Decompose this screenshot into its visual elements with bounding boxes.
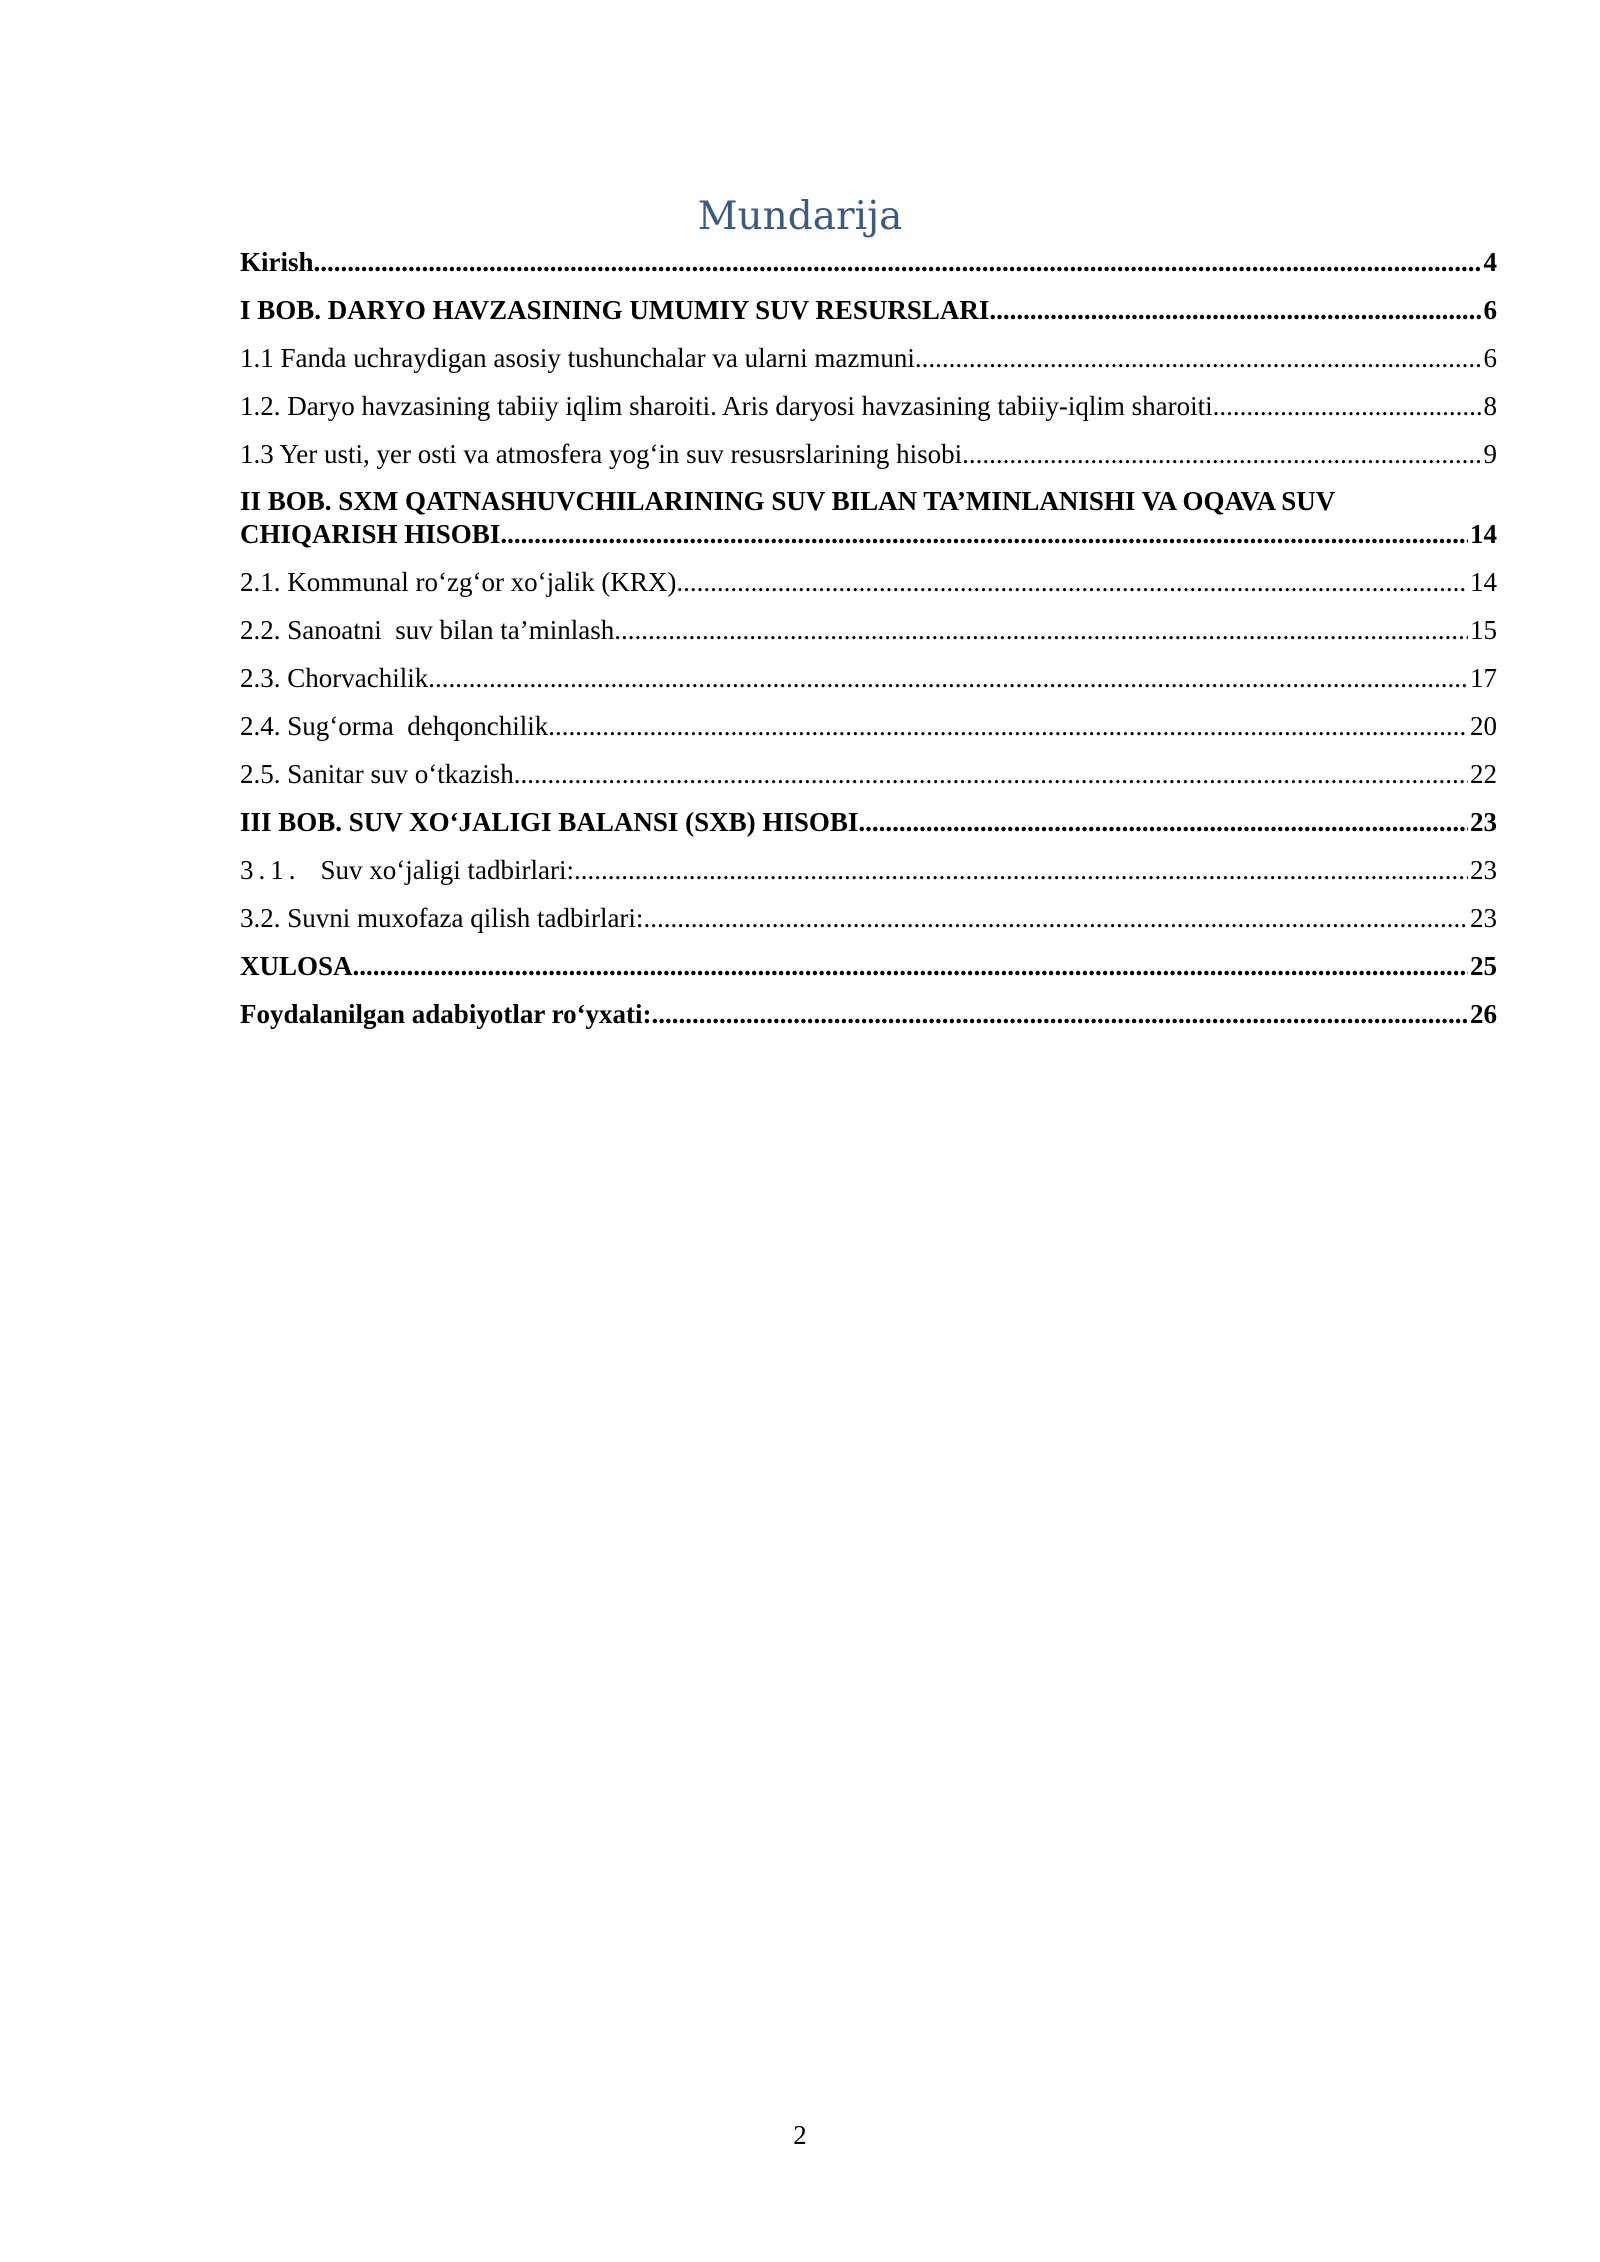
toc-dot-leader — [514, 757, 1468, 791]
toc-entry-label: 2.2. Sanoatni suv bilan ta’minlash — [240, 615, 615, 645]
toc-entry-section-2-2[interactable] — [240, 613, 1497, 647]
table-of-contents — [240, 245, 1497, 1045]
toc-entry-label: 2.5. Sanitar suv o‘tkazish — [240, 759, 514, 789]
toc-entry-section-3-2[interactable] — [240, 901, 1497, 935]
toc-entry-page: 15 — [1470, 615, 1497, 645]
toc-entry-page: 22 — [1470, 759, 1497, 789]
toc-dot-leader — [574, 853, 1468, 887]
toc-entry-label: 2.3. Chorvachilik — [240, 663, 429, 693]
toc-entry-chapter-3[interactable] — [240, 805, 1497, 839]
toc-dot-leader — [500, 517, 1468, 551]
toc-entry-section-1-2[interactable] — [240, 389, 1497, 423]
toc-entry-chapter-1[interactable] — [240, 293, 1497, 327]
toc-entry-page: 20 — [1470, 711, 1497, 741]
toc-entry-page: 23 — [1470, 903, 1497, 933]
toc-dot-leader — [1213, 389, 1482, 423]
toc-entry-page: 14 — [1470, 567, 1497, 597]
toc-entry-section-1-1[interactable] — [240, 341, 1497, 375]
toc-dot-leader — [548, 709, 1468, 743]
toc-entry-label: XULOSA — [240, 951, 353, 981]
toc-entry-section-2-3[interactable] — [240, 661, 1497, 695]
toc-dot-leader — [915, 341, 1482, 375]
toc-entry-number: 3.1. — [240, 855, 301, 885]
toc-entry-references[interactable] — [240, 997, 1497, 1031]
toc-entry-section-3-1[interactable] — [240, 853, 1497, 887]
toc-entry-section-2-5[interactable] — [240, 757, 1497, 791]
toc-title: Mundarija — [697, 194, 903, 239]
toc-entry-label: Kirish — [240, 247, 314, 277]
toc-dot-leader — [676, 565, 1468, 599]
toc-entry-chapter-2[interactable] — [240, 485, 1497, 551]
toc-entry-label: 1.2. Daryo havzasining tabiiy iqlim sharoiti. Aris daryosi havzasining tabiiy-iqlim sharoiti — [240, 391, 1213, 421]
toc-entry-page: 23 — [1470, 855, 1497, 885]
toc-entry-page: 6 — [1483, 343, 1497, 373]
toc-entry-section-1-3[interactable] — [240, 437, 1497, 471]
toc-entry-page: 8 — [1483, 391, 1497, 421]
toc-entry-label: Foydalanilgan adabiyotlar ro‘yxati: — [240, 999, 652, 1029]
toc-entry-page: 9 — [1483, 439, 1497, 469]
toc-entry-xulosa[interactable] — [240, 949, 1497, 983]
toc-entry-kirish[interactable] — [240, 245, 1497, 279]
toc-dot-leader — [989, 293, 1481, 327]
toc-entry-label: 2.4. Sug‘orma dehqonchilik — [240, 711, 549, 741]
toc-entry-page: 4 — [1483, 247, 1497, 277]
toc-entry-label-line2: CHIQARISH HISOBI — [240, 519, 501, 549]
toc-entry-label: I BOB. DARYO HAVZASINING UMUMIY SUV RESURSLARI — [240, 295, 990, 325]
toc-dot-leader — [614, 613, 1468, 647]
toc-entry-page: 26 — [1470, 999, 1497, 1029]
toc-entry-page: 25 — [1470, 951, 1497, 981]
toc-dot-leader — [962, 437, 1481, 471]
toc-entry-label: 1.3 Yer usti, yer osti va atmosfera yog‘in suv resusrslarining hisobi — [240, 439, 963, 469]
toc-dot-leader — [858, 805, 1468, 839]
toc-entry-label: 2.1. Kommunal ro‘zg‘or xo‘jalik (KRX) — [240, 567, 677, 597]
toc-dot-leader — [353, 949, 1468, 983]
toc-dot-leader — [652, 997, 1468, 1031]
page-number: 2 — [793, 2120, 807, 2150]
toc-entry-page: 14 — [1470, 519, 1497, 549]
toc-entry-section-2-4[interactable] — [240, 709, 1497, 743]
toc-entry-section-2-1[interactable] — [240, 565, 1497, 599]
toc-entry-page: 17 — [1470, 663, 1497, 693]
toc-entry-label: 3.2. Suvni muxofaza qilish tadbirlari: — [240, 903, 644, 933]
toc-entry-label-line1: II BOB. SXM QATNASHUVCHILARINING SUV BILAN TA’MINLANISHI VA OQAVA SUV — [240, 486, 1336, 516]
toc-entry-label: Suv xo‘jaligi tadbirlari: — [320, 855, 574, 885]
toc-entry-label: III BOB. SUV XO‘JALIGI BALANSI (SXB) HISOBI — [240, 807, 859, 837]
toc-dot-leader — [428, 661, 1468, 695]
toc-dot-leader — [314, 245, 1482, 279]
toc-entry-label: 1.1 Fanda uchraydigan asosiy tushunchalar va ularni mazmuni — [240, 343, 915, 373]
toc-dot-leader — [643, 901, 1468, 935]
toc-entry-page: 6 — [1483, 295, 1497, 325]
toc-entry-page: 23 — [1470, 807, 1497, 837]
toc-entry-line2 — [240, 517, 1497, 551]
